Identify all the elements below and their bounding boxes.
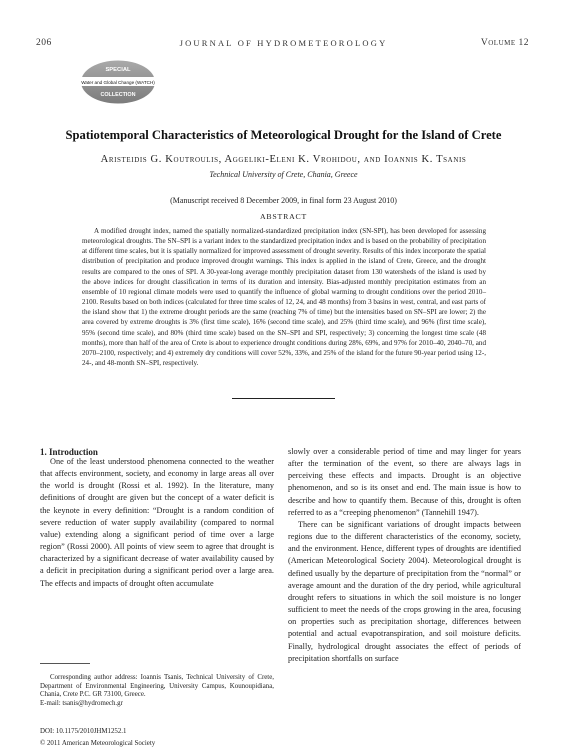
section-divider	[232, 398, 335, 399]
corresponding-author-footnote	[40, 674, 274, 708]
section-heading: 1. Introduction	[40, 447, 98, 457]
right-column	[288, 446, 521, 665]
author-list: Aristeidis G. Koutroulis, Aggeliki-Eleni K. Vrohidou, and Ioannis K. Tsanis	[100, 154, 467, 165]
journal-name: JOURNAL OF HYDROMETEOROLOGY	[179, 38, 388, 48]
copyright: © 2011 American Meteorological Society	[40, 740, 156, 747]
footnote-address: Corresponding author address: Ioannis Tsanis, Technical University of Crete, Department of Environmental Engineering, University Campus, Kounoupidiana, Chania, Crete P.C. GR 73100, Greece.	[40, 674, 274, 699]
badge-line2: Water and Global Change (WATCH)	[81, 80, 155, 85]
badge-line1: SPECIAL	[105, 67, 131, 73]
watch-collection-logo	[80, 60, 156, 104]
footnote-email: E-mail: tsanis@hydromech.gr	[40, 699, 123, 707]
left-column	[40, 440, 274, 590]
affiliation: Technical University of Crete, Chania, Greece	[209, 170, 358, 179]
footnote-rule	[40, 663, 90, 664]
manuscript-dates: (Manuscript received 8 December 2009, in final form 23 August 2010)	[170, 196, 397, 205]
intro-paragraph-2: slowly over a considerable period of time and may linger for years after the termination of the event, so there are always lags in perceiving these effects and impacts. Drought is an objective phenomenon, and so is its onset and end. The main issue is how to describe and how to quantify them. Because of this, drought is often referred to as a “creeping phenomenon” (Tannehill 1947).	[288, 447, 521, 517]
volume-label: Volume 12	[480, 38, 529, 48]
badge-line3: COLLECTION	[100, 92, 136, 98]
intro-paragraph-1: One of the least understood phenomena connected to the weather that affects environment, society, and economy in large areas all over the world is drought (Rossi et al. 1992). In the literature, many definitions of drought are given but the concept of a water deficit is the keynote in every definition: “Drought is a random condition of severe reduction of water supply availability (compared to normal value) extending along a significant period of time over a large region” (Rossi 2000). All points of view seem to agree that drought is characterized by a significant decrease of water availability caused by a deficit in precipitation during a significant period over a large area. The effects and impacts of drought often accumulate	[40, 457, 274, 588]
doi: DOI: 10.1175/2010JHM1252.1	[40, 728, 127, 735]
intro-paragraph-3: There can be significant variations of drought impacts between regions due to the different characteristics of the economy, society, and the environment. Hence, different types of droughts are identified (American Meteorological Society 2004). Meteorological drought is defined usually by the departure of precipitation from the “normal” or average amount and the duration of the dry period, while agricultural drought refers to situations in which the soil moisture is no longer sufficient to meet the needs of the crops growing in the area, focusing on properties such as precipitation shortage, differences between potential and actual evapotranspiration, and soil moisture deficits. Finally, hydrological drought associates the effect of periods of precipitation shortfalls on surface	[288, 519, 521, 663]
paper-title: Spatiotemporal Characteristics of Meteorological Drought for the Island of Crete	[65, 128, 502, 142]
page-number: 206	[36, 38, 52, 48]
special-collection-badge	[80, 60, 156, 104]
abstract-text: A modified drought index, named the spatially normalized-standardized precipitation index (SN-SPI), has been developed for assessing meteorological droughts. The SN–SPI is a variant index to the standardized precipitation index and is based on the probability of precipitation at different time scales, but it is spatially normalized for improved assessment of drought severity. Results of this index incorporate the spatial distribution of precipitation and produce improved drought warnings. This index is applied in the island of Crete, Greece, and the drought results are compared to the ones of SPI. A 30-year-long average monthly precipitation dataset from 130 watersheds of the island is used by the above indices for drought classification in terms of its duration and intensity. Bias-adjusted monthly precipitation estimates from an ensemble of 10 regional climate models were used to quantify the influence of global warming to drought conditions over the period 2010–2100. Results based on both indices (calculated for three time scales of 12, 24, and 48 months) from 3 basins in west, central, and east parts of the island show that 1) the extreme drought periods are the same (reaching 7% of time) but the intensities based on SN–SPI are lower; 2) the area covered by extreme droughts is 3% (first time scale), 16% (second time scale), and 25% (third time scale), and 96% (first time scale), 95% (second time scale), and 80% (third time scale) based on the SN–SPI and SPI, respectively; 3) concerning the longest time scale (48 months), more than half of the area of Crete is about to experience drought conditions during 28%, 69%, and 97% for 2010–40, 2040–70, and 2070–2100, respectively; and 4) extremely dry conditions will cover 52%, 33%, and 25% of the island for the future 90-year period using 12-, 24-, and 48-month SN–SPI, respectively.	[82, 227, 486, 368]
abstract-heading: ABSTRACT	[259, 212, 308, 221]
